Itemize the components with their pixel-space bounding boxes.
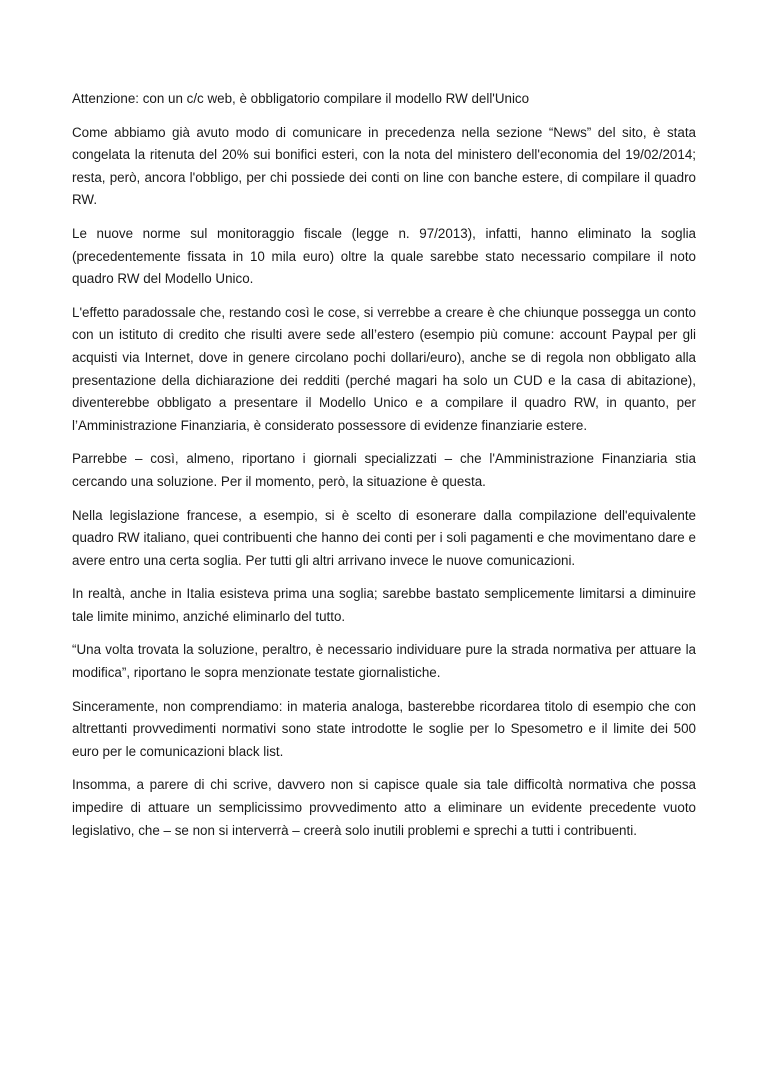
- paragraph-2: Le nuove norme sul monitoraggio fiscale (legge n. 97/2013), infatti, hanno eliminato la soglia (precedentemente fissata in 10 mila euro) oltre la quale sarebbe stato necessario compilare il noto quadro RW del Modello Unico.: [72, 225, 696, 287]
- paragraph-4: Parrebbe – così, almeno, riportano i giornali specializzati – che l'Amministrazione Finanziaria stia cercando una soluzione. Per il momento, però, la situazione è questa.: [72, 451, 696, 489]
- paragraph-3: L'effetto paradossale che, restando così le cose, si verrebbe a creare è che chiunque possegga un conto con un istituto di credito che risulti avere sede all’estero (esempio più comune: account Paypal per gli acquisti via Internet, dove in genere circolano pochi dollari/euro), anche se di regola non obbligato alla presentazione della dichiarazione dei redditi (perché magari ha solo un CUD e la casa di abitazione), diventerebbe obbligato a presentare il Modello Unico e a compilare il quadro RW, in quanto, per l’Amministrazione Finanziaria, è considerato possessore di evidenze finanziarie estere.: [72, 304, 696, 433]
- document-page: [72, 88, 696, 853]
- paragraph-6: In realtà, anche in Italia esisteva prima una soglia; sarebbe bastato semplicemente limitarsi a diminuire tale limite minimo, anziché eliminarlo del tutto.: [72, 586, 696, 624]
- paragraph-8: Sinceramente, non comprendiamo: in materia analoga, basterebbe ricordarea titolo di esempio che con altrettanti provvedimenti normativi sono state introdotte le soglie per lo Spesometro e il limite dei 500 euro per le comunicazioni black list.: [72, 698, 696, 759]
- paragraph-9: Insomma, a parere di chi scrive, davvero non si capisce quale sia tale difficoltà normativa che possa impedire di attuare un semplicissimo provvedimento atto a eliminare un evidente precedente vuoto legislativo, che – se non si interverrà – creerà solo inutili problemi e sprechi a tutti i contribuenti.: [72, 777, 696, 838]
- paragraph-1: Come abbiamo già avuto modo di comunicare in precedenza nella sezione “News” del sito, è stata congelata la ritenuta del 20% sui bonifici esteri, con la nota del ministero dell'economia del 19/02/2014; resta, però, ancora l'obbligo, per chi possiede dei conti on line con banche estere, di compilare il quadro RW.: [72, 124, 696, 208]
- paragraph-7: “Una volta trovata la soluzione, peraltro, è necessario individuare pure la strada normativa per attuare la modifica”, riportano le sopra menzionate testate giornalistiche.: [72, 642, 696, 681]
- document-title: Attenzione: con un c/c web, è obbligatorio compilare il modello RW dell'Unico: [72, 91, 530, 106]
- paragraph-5: Nella legislazione francese, a esempio, si è scelto di esonerare dalla compilazione dell'equivalente quadro RW italiano, quei contribuenti che hanno dei conti per i soli pagamenti e che movimentano dare e avere entro una certa soglia. Per tutti gli altri arrivano invece le nuove comunicazioni.: [72, 507, 696, 568]
